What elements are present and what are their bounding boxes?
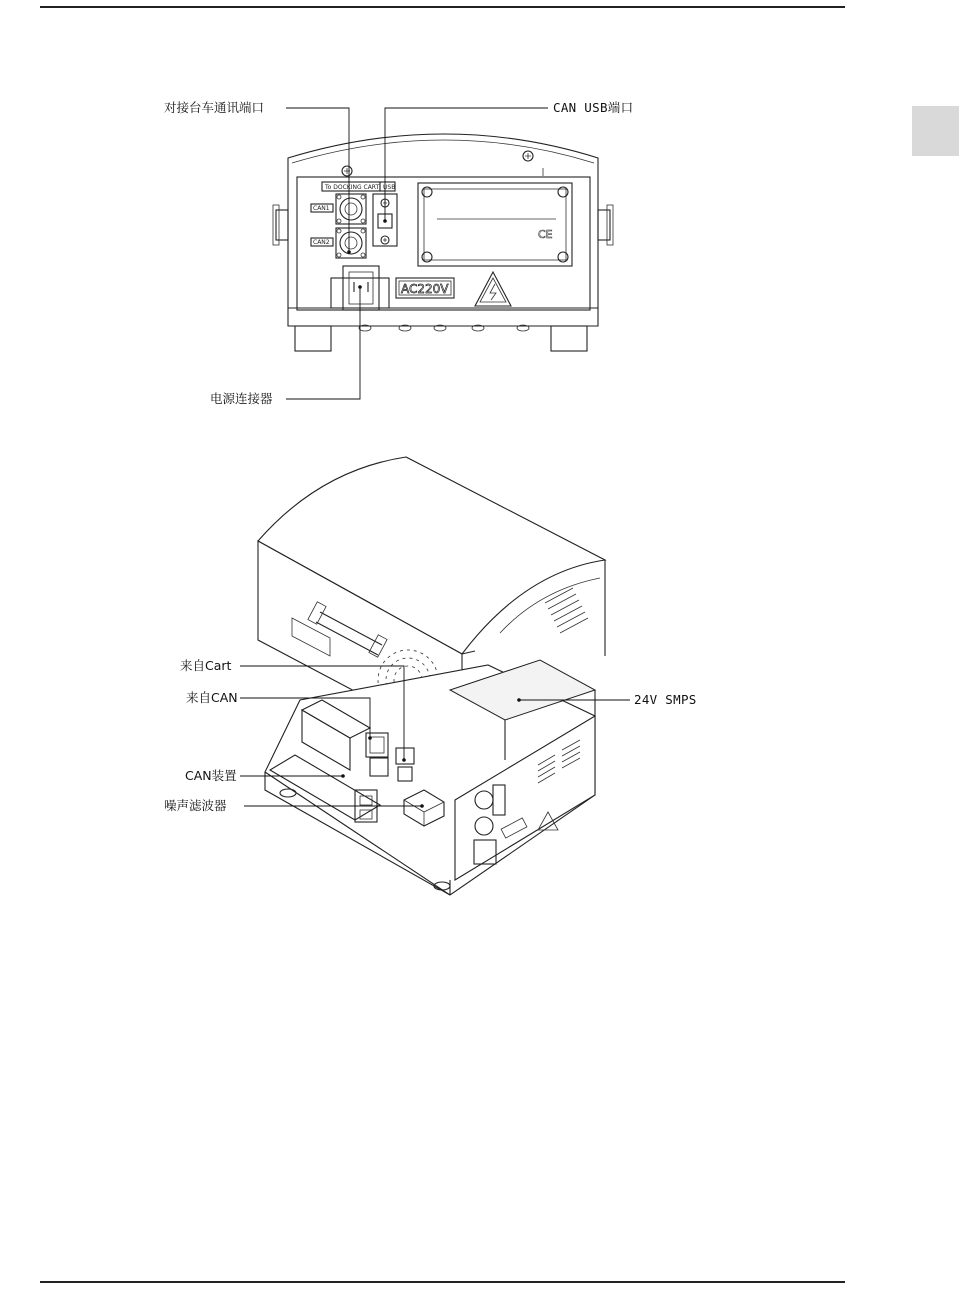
ce-mark-icon: CE bbox=[538, 228, 553, 241]
smps-callout: 24V SMPS bbox=[634, 692, 697, 707]
voltage-label: AC220V bbox=[401, 282, 449, 296]
can-device-callout: CAN装置 bbox=[185, 768, 237, 783]
noise-filter-callout: 噪声滤波器 bbox=[164, 798, 227, 813]
power-connector-callout: 电源连接器 bbox=[210, 391, 273, 406]
can1-text: CAN1 bbox=[313, 205, 330, 212]
can2-text: CAN2 bbox=[313, 239, 330, 246]
from-can-callout: 来自CAN bbox=[186, 690, 238, 705]
docking-port-callout: 对接台车通讯端口 bbox=[164, 100, 265, 115]
usb-text: USB bbox=[383, 184, 396, 191]
footer-rule bbox=[40, 1281, 845, 1283]
can-usb-port-callout: CAN USB端口 bbox=[553, 100, 634, 115]
docking-header-text: To DOCKING CART bbox=[325, 184, 380, 191]
from-cart-callout: 来自Cart bbox=[180, 658, 232, 673]
